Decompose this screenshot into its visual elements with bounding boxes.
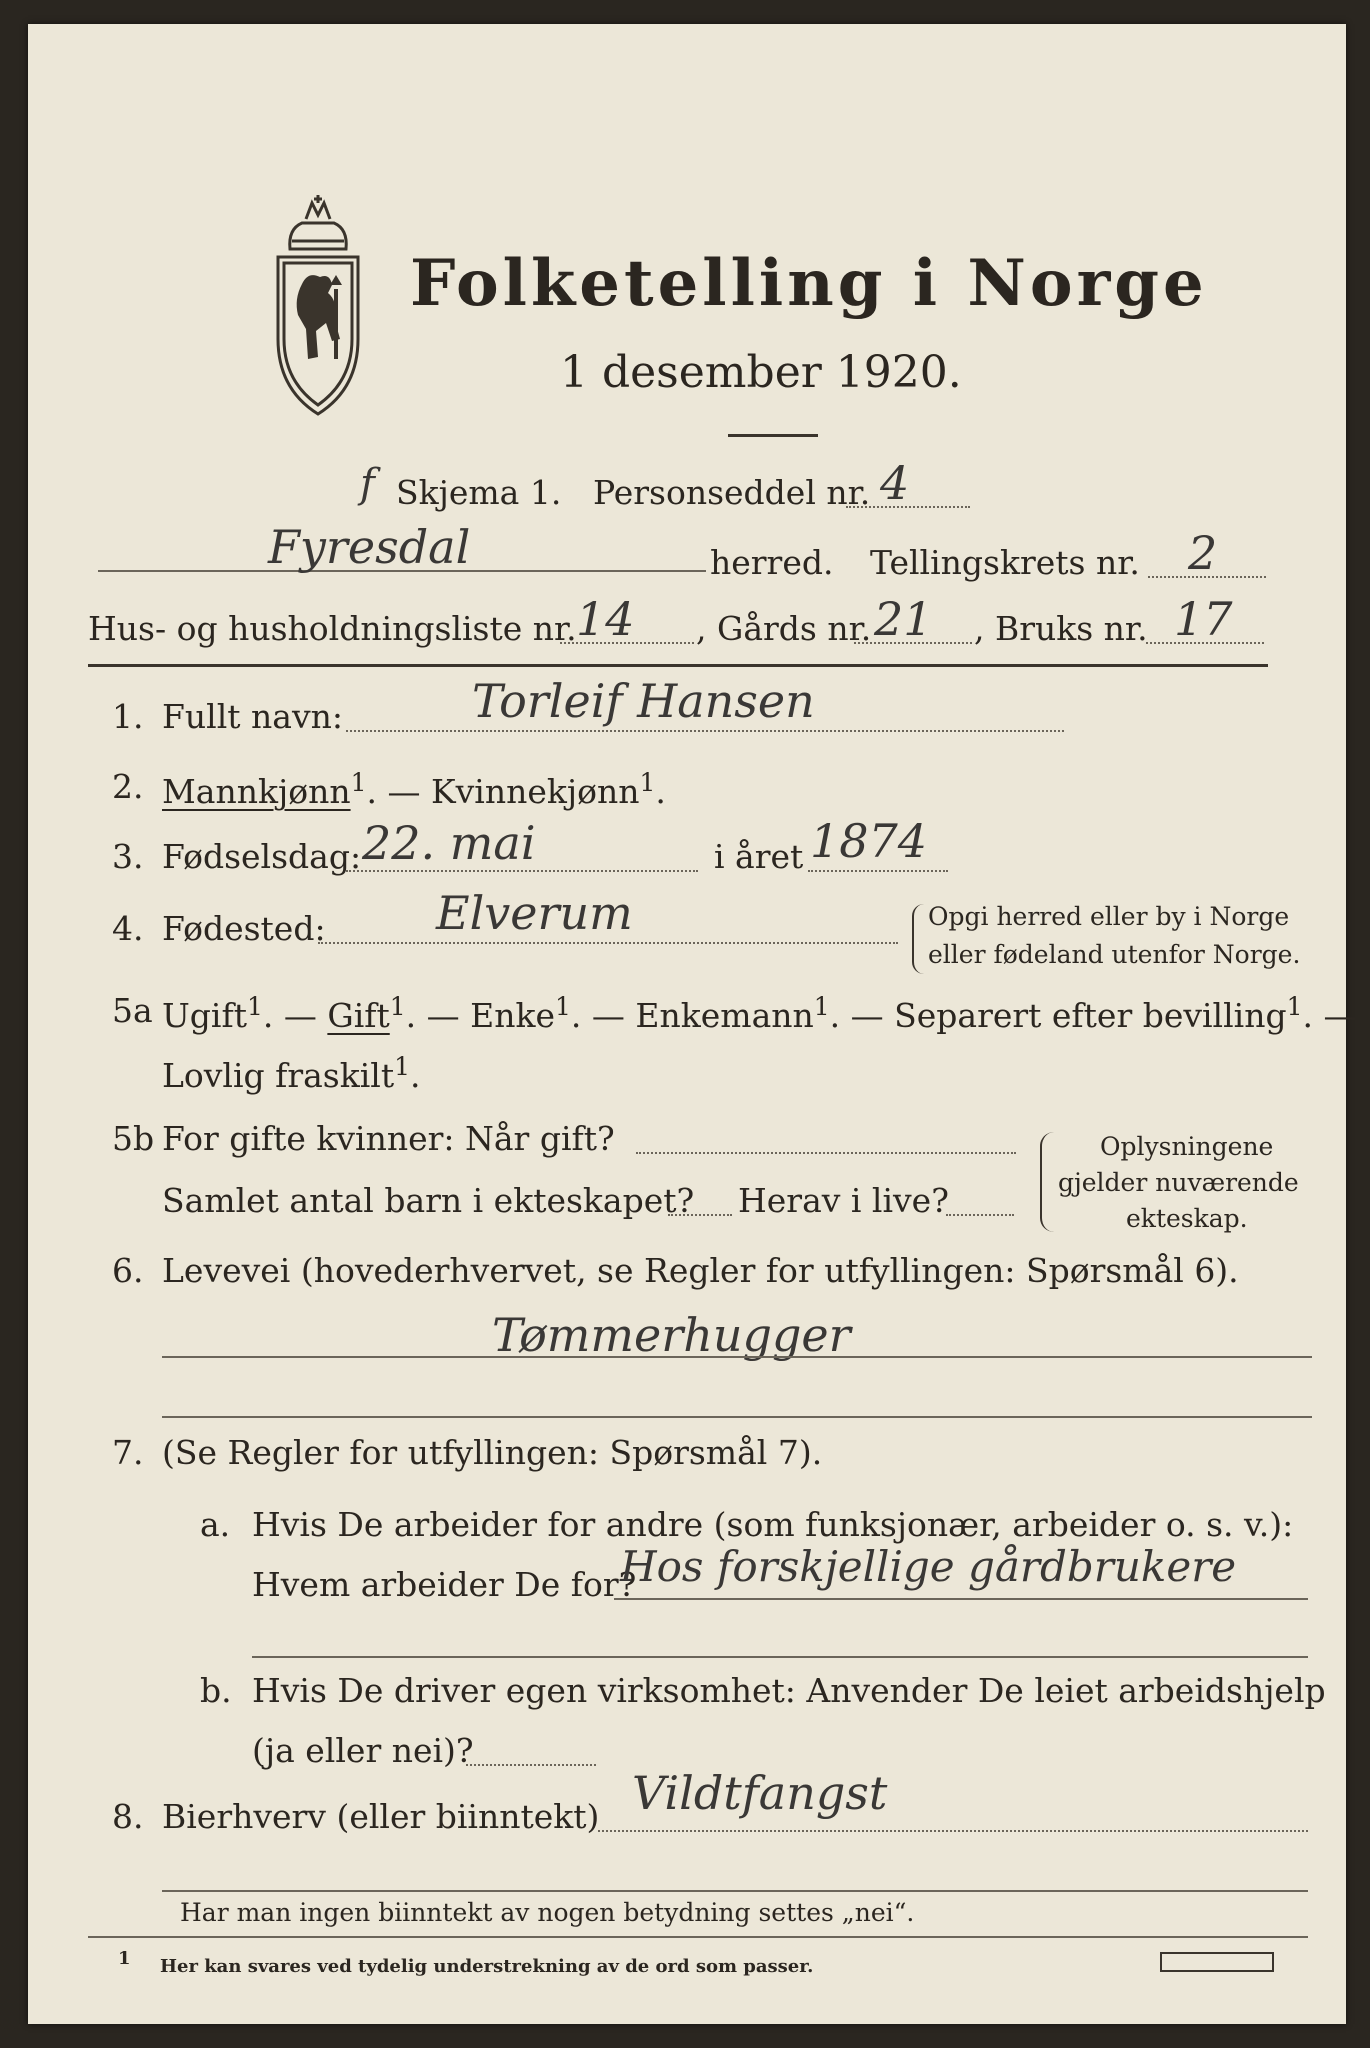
form-subtitle: 1 desember 1920. <box>560 347 962 398</box>
footer-divider <box>88 1936 1308 1938</box>
q2-number: 2. <box>112 767 144 806</box>
title-divider <box>728 434 818 437</box>
q2-sup-1: 1 <box>350 768 367 797</box>
q2-separator: . — <box>366 772 431 811</box>
q7b-line2: (ja eller nei)? <box>252 1731 474 1770</box>
q6-line2 <box>162 1416 1312 1418</box>
q1-number: 1. <box>112 697 144 736</box>
norway-coat-of-arms-icon <box>268 189 368 429</box>
q3-label: Fødselsdag: <box>162 837 362 876</box>
q5a-separert: Separert efter bevilling <box>894 996 1287 1035</box>
q5a-options: Ugift$^1$. — Gift$^1$. — Enke$^1$. — Enkemann$^1$. — Separert efter bevilling$^1$. — <box>162 992 1357 1035</box>
q3-value: 22. mai <box>362 816 536 870</box>
q5a-gift: Gift <box>327 996 390 1035</box>
hus-label: Hus- og husholdningsliste nr. <box>88 609 577 648</box>
q3-year-value: 1874 <box>810 814 928 868</box>
q4-value: Elverum <box>436 886 633 940</box>
q1-value: Torleif Hansen <box>472 674 815 728</box>
q6-value: Tømmerhugger <box>492 1308 851 1362</box>
gards-value: 21 <box>874 592 933 646</box>
q5a-ugift: Ugift <box>162 996 247 1035</box>
herred-value: Fyresdal <box>268 520 471 574</box>
q6-number: 6. <box>112 1251 144 1290</box>
q7a-line-fill <box>614 1598 1308 1600</box>
herred-label: herred. <box>710 543 834 582</box>
q8-line <box>598 1830 1308 1832</box>
header-divider <box>88 664 1268 667</box>
hus-value: 14 <box>576 592 635 646</box>
q5a-sup-2: 1 <box>389 992 406 1021</box>
q4-note-line1: Opgi herred eller by i Norge <box>928 902 1290 931</box>
q5b-note-line1: Oplysningene <box>1100 1132 1274 1161</box>
schema-mark: f <box>360 461 375 507</box>
skjema-label: Skjema 1. <box>396 473 562 512</box>
q3-number: 3. <box>112 837 144 876</box>
q5a-enke: Enke <box>470 996 556 1035</box>
q5a-lovlig-label: Lovlig fraskilt <box>162 1056 395 1095</box>
q5a-enkemann: Enkemann <box>635 996 814 1035</box>
tellingskrets-value: 2 <box>1188 526 1218 580</box>
gards-label: , Gårds nr. <box>696 609 872 648</box>
q4-note-line2: eller fødeland utenfor Norge. <box>928 940 1301 969</box>
q5a-sup-5: 1 <box>1286 992 1303 1021</box>
form-title: Folketelling i Norge <box>410 246 1208 321</box>
q2-female-option: Kvinnekjønn <box>430 772 640 811</box>
q5b-line1 <box>636 1152 1016 1154</box>
q1-label: Fullt navn: <box>162 697 343 736</box>
q4-note-brace <box>912 904 924 974</box>
q4-label: Fødested: <box>162 909 326 948</box>
footer-note: Har man ingen biinntekt av nogen betydning settes „nei“. <box>180 1898 915 1927</box>
q5a-sup-4: 1 <box>813 992 830 1021</box>
footnote-mark: 1 <box>118 1948 131 1969</box>
q7b-line1: Hvis De driver egen virksomhet: Anvender De leiet arbeidshjelp <box>252 1671 1326 1710</box>
q2-sex <box>162 768 666 811</box>
q5b-note-line2: gjelder nuværende <box>1058 1168 1299 1197</box>
q5b-note-brace <box>1040 1132 1054 1232</box>
q2-male-option: Mannkjønn <box>162 772 351 811</box>
q5b-label3: Herav i live? <box>738 1181 949 1220</box>
q4-line <box>318 942 898 944</box>
q7a-line2: Hvem arbeider De for? <box>252 1565 637 1604</box>
q6-line1 <box>162 1356 1312 1358</box>
q3-line <box>346 870 698 872</box>
personseddel-value: 4 <box>880 456 910 510</box>
q8-extra-line <box>162 1890 1308 1892</box>
q5a-sup-3: 1 <box>555 992 571 1021</box>
personseddel-label: Personseddel nr. <box>593 473 871 512</box>
q3-year-label: i året <box>714 837 804 876</box>
q5b-note-line3: ekteskap. <box>1126 1204 1248 1233</box>
q5b-label1: For gifte kvinner: Når gift? <box>162 1119 615 1158</box>
q1-line <box>346 730 1064 732</box>
q5a-sup-1: 1 <box>246 992 263 1021</box>
q4-number: 4. <box>112 909 144 948</box>
q5b-number: 5b <box>112 1119 155 1158</box>
q7-number: 7. <box>112 1433 144 1472</box>
footnote: Her kan svares ved tydelig understrekning av de ord som passer. <box>160 1956 814 1977</box>
q8-label: Bierhverv (eller biinntekt) <box>162 1797 600 1836</box>
q5a-number: 5a <box>112 991 153 1030</box>
q5b-label2: Samlet antal barn i ekteskapet? <box>162 1181 695 1220</box>
q7a-extra-line <box>252 1656 1308 1658</box>
q2-end: . <box>655 772 666 811</box>
q8-value: Vildtfangst <box>632 1766 888 1820</box>
q7b-line <box>466 1764 596 1766</box>
bruks-label: , Bruks nr. <box>974 609 1148 648</box>
bruks-value: 17 <box>1174 592 1233 646</box>
q7a-letter: a. <box>200 1505 231 1544</box>
q3-year-line <box>808 870 948 872</box>
q8-number: 8. <box>112 1797 144 1836</box>
q5a-sup-6: 1 <box>394 1052 411 1081</box>
q7b-letter: b. <box>200 1671 232 1710</box>
tellingskrets-label: Tellingskrets nr. <box>870 543 1140 582</box>
q5b-line2 <box>668 1214 732 1216</box>
q5a-lovlig: Lovlig fraskilt$^1$. <box>162 1052 421 1095</box>
q2-sup-2: 1 <box>639 768 656 797</box>
q7a-value: Hos forskjellige gårdbrukere <box>620 1542 1237 1591</box>
printer-stamp-icon <box>1160 1952 1274 1972</box>
q7a-line1: Hvis De arbeider for andre (som funksjonær, arbeider o. s. v.): <box>252 1505 1294 1544</box>
q7-label: (Se Regler for utfyllingen: Spørsmål 7). <box>162 1433 823 1472</box>
census-form <box>28 24 1357 2024</box>
q6-label: Levevei (hovederhvervet, se Regler for utfyllingen: Spørsmål 6). <box>162 1251 1239 1290</box>
q5b-line3 <box>946 1214 1014 1216</box>
